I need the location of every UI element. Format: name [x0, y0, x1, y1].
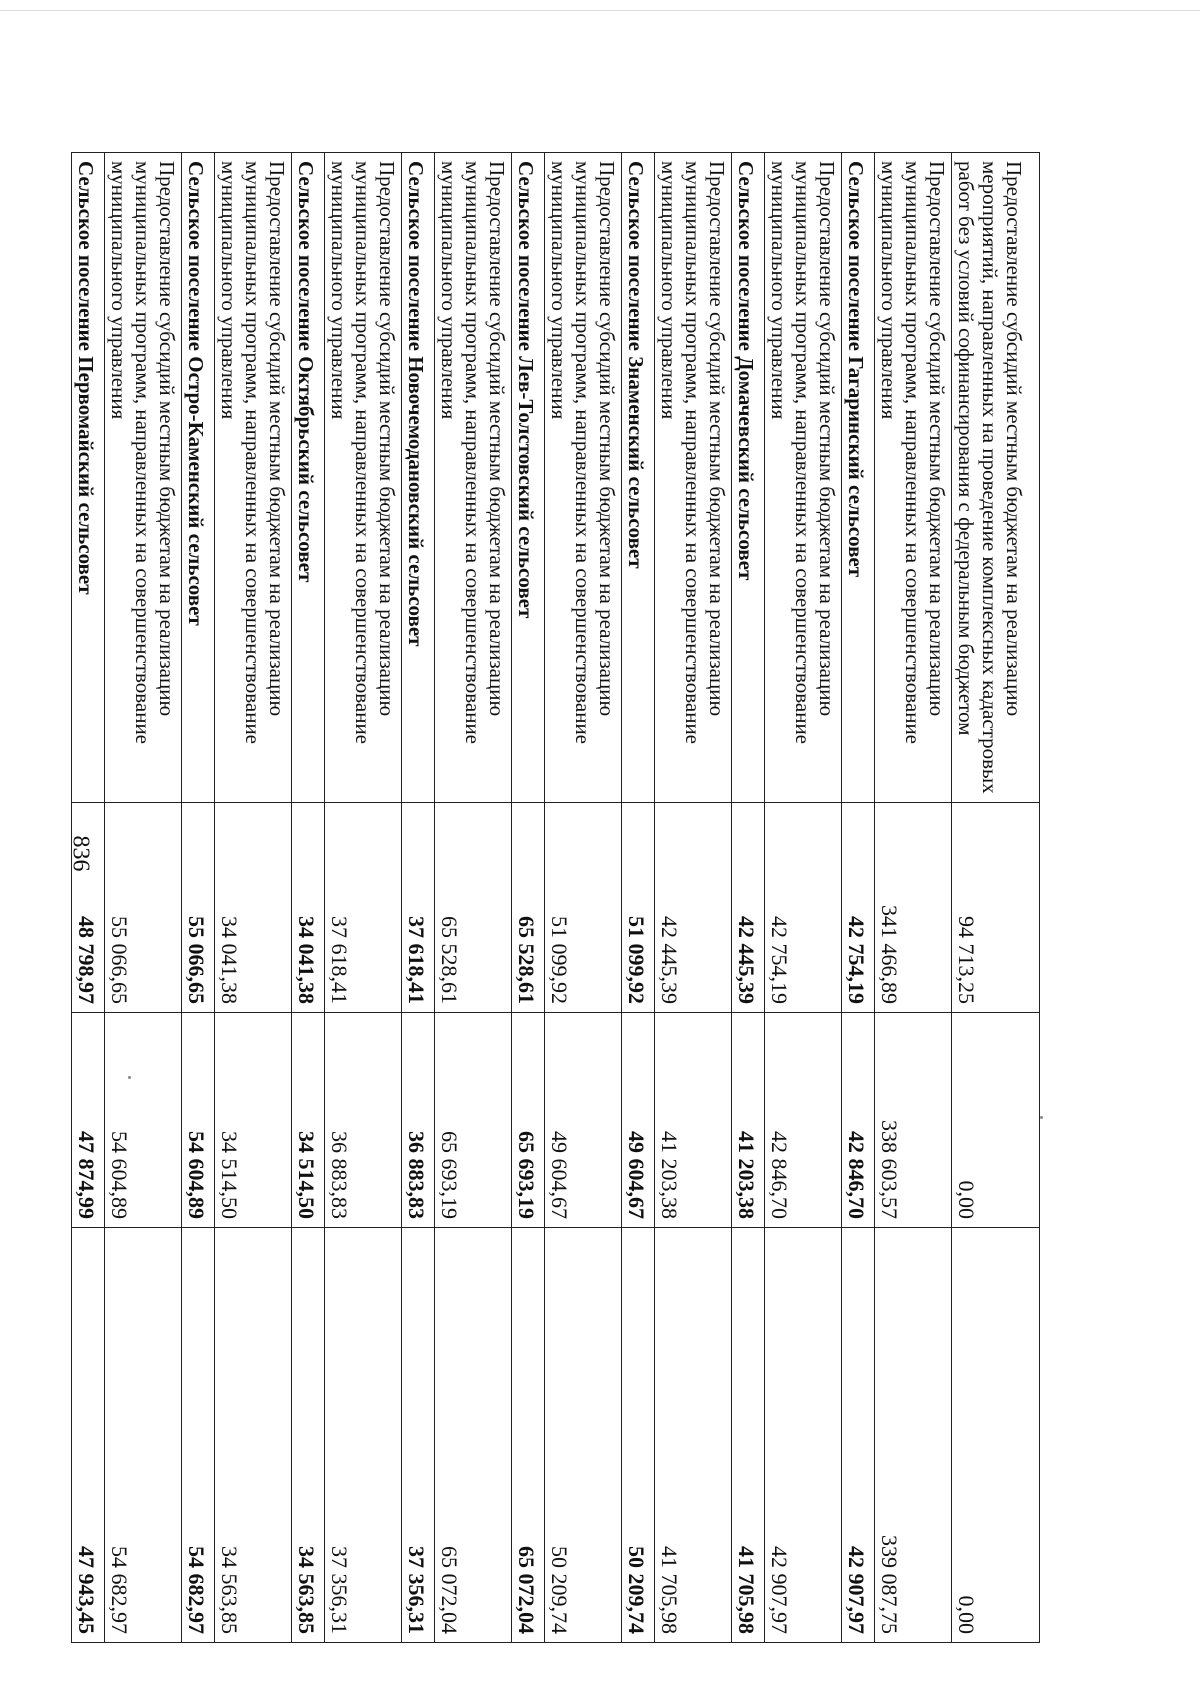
row-description: Предоставление субсидий местным бюджетам на реализацию мероприятий, направленных на проведение комплексных кадастровых работ без условий софинансирования с федеральным бюджетом — [952, 153, 1040, 803]
row-value-2: 47 874,99 — [72, 1013, 105, 1228]
row-description: Сельское поселение Октябрьский сельсовет — [292, 153, 325, 803]
row-description: Сельское поселение Гагаринский сельсовет — [842, 153, 875, 803]
row-description: Предоставление субсидий местным бюджетам на реализацию муниципальных программ, направленных на совершенствование муниципального управления — [655, 153, 732, 803]
row-value-1: 51 099,92 — [545, 803, 622, 1013]
row-description: Сельское поселение Лев-Толстовский сельсовет — [512, 153, 545, 803]
table-row — [325, 153, 402, 1643]
row-value-1: 65 528,61 — [435, 803, 512, 1013]
row-description: Сельское поселение Новочемодановский сельсовет — [402, 153, 435, 803]
row-value-1: 65 528,61 — [512, 803, 545, 1013]
row-value-3: 54 682,97 — [105, 1228, 182, 1643]
row-description: Предоставление субсидий местным бюджетам на реализацию муниципальных программ, направленных на совершенствование муниципального управления — [105, 153, 182, 803]
budget-table-body — [72, 153, 1040, 1643]
row-value-3: 50 209,74 — [545, 1228, 622, 1643]
scan-speck — [128, 1076, 131, 1079]
row-value-1: 34 041,38 — [215, 803, 292, 1013]
row-value-2: 34 514,50 — [215, 1013, 292, 1228]
row-value-1: 42 445,39 — [655, 803, 732, 1013]
row-value-3: 339 087,75 — [875, 1228, 952, 1643]
scan-top-edge — [0, 10, 1200, 11]
row-value-2: 54 604,89 — [105, 1013, 182, 1228]
table-row — [105, 153, 182, 1643]
table-row — [842, 153, 875, 1643]
row-value-2: 34 514,50 — [292, 1013, 325, 1228]
row-value-1: 37 618,41 — [402, 803, 435, 1013]
row-value-1: 42 754,19 — [765, 803, 842, 1013]
row-description: Сельское поселение Домачевский сельсовет — [732, 153, 765, 803]
row-value-1: 55 066,65 — [182, 803, 215, 1013]
table-row — [512, 153, 545, 1643]
table-row — [402, 153, 435, 1643]
budget-table — [71, 152, 1040, 1643]
row-value-3: 41 705,98 — [732, 1228, 765, 1643]
table-row — [875, 153, 952, 1643]
row-value-2: 42 846,70 — [842, 1013, 875, 1228]
row-value-3: 42 907,97 — [765, 1228, 842, 1643]
table-row — [545, 153, 622, 1643]
page-number: 836 — [67, 835, 94, 872]
row-value-2: 65 693,19 — [435, 1013, 512, 1228]
row-value-1: 51 099,92 — [622, 803, 655, 1013]
row-value-2: 36 883,83 — [325, 1013, 402, 1228]
scan-speck — [1040, 1116, 1043, 1119]
row-description: Сельское поселение Знаменский сельсовет — [622, 153, 655, 803]
table-row — [435, 153, 512, 1643]
row-description: Предоставление субсидий местным бюджетам на реализацию муниципальных программ, направленных на совершенствование муниципального управления — [545, 153, 622, 803]
row-value-3: 65 072,04 — [512, 1228, 545, 1643]
table-row — [622, 153, 655, 1643]
table-row — [765, 153, 842, 1643]
table-row — [182, 153, 215, 1643]
row-description: Предоставление субсидий местным бюджетам на реализацию муниципальных программ, направленных на совершенствование муниципального управления — [325, 153, 402, 803]
row-description: Сельское поселение Первомайский сельсовет — [72, 153, 105, 803]
row-value-3: 0,00 — [952, 1228, 1040, 1643]
row-value-3: 34 563,85 — [292, 1228, 325, 1643]
row-value-1: 341 466,89 — [875, 803, 952, 1013]
row-value-3: 41 705,98 — [655, 1228, 732, 1643]
row-value-1: 48 798,97 — [72, 803, 105, 1013]
table-row — [292, 153, 325, 1643]
row-description: Предоставление субсидий местным бюджетам на реализацию муниципальных программ, направленных на совершенствование муниципального управления — [435, 153, 512, 803]
row-value-1: 37 618,41 — [325, 803, 402, 1013]
row-value-2: 41 203,38 — [655, 1013, 732, 1228]
row-value-3: 54 682,97 — [182, 1228, 215, 1643]
row-value-3: 37 356,31 — [402, 1228, 435, 1643]
row-description: Предоставление субсидий местным бюджетам на реализацию муниципальных программ, направленных на совершенствование муниципального управления — [215, 153, 292, 803]
row-value-1: 55 066,65 — [105, 803, 182, 1013]
row-value-1: 42 754,19 — [842, 803, 875, 1013]
row-value-3: 34 563,85 — [215, 1228, 292, 1643]
row-value-2: 54 604,89 — [182, 1013, 215, 1228]
row-value-2: 49 604,67 — [545, 1013, 622, 1228]
row-value-3: 42 907,97 — [842, 1228, 875, 1643]
row-value-2: 49 604,67 — [622, 1013, 655, 1228]
row-value-2: 41 203,38 — [732, 1013, 765, 1228]
row-value-2: 42 846,70 — [765, 1013, 842, 1228]
row-value-1: 34 041,38 — [292, 803, 325, 1013]
row-value-2: 36 883,83 — [402, 1013, 435, 1228]
table-row — [215, 153, 292, 1643]
row-description: Предоставление субсидий местным бюджетам на реализацию муниципальных программ, направленных на совершенствование муниципального управления — [875, 153, 952, 803]
table-row — [732, 153, 765, 1643]
row-value-1: 94 713,25 — [952, 803, 1040, 1013]
row-value-3: 65 072,04 — [435, 1228, 512, 1643]
row-value-2: 338 603,57 — [875, 1013, 952, 1228]
row-value-3: 37 356,31 — [325, 1228, 402, 1643]
table-row — [655, 153, 732, 1643]
row-value-2: 0,00 — [952, 1013, 1040, 1228]
table-row — [72, 153, 105, 1643]
row-description: Предоставление субсидий местным бюджетам на реализацию муниципальных программ, направленных на совершенствование муниципального управления — [765, 153, 842, 803]
row-value-3: 50 209,74 — [622, 1228, 655, 1643]
row-value-2: 65 693,19 — [512, 1013, 545, 1228]
row-value-3: 47 943,45 — [72, 1228, 105, 1643]
row-value-1: 42 445,39 — [732, 803, 765, 1013]
table-row — [952, 153, 1040, 1643]
row-description: Сельское поселение Остро-Каменский сельсовет — [182, 153, 215, 803]
